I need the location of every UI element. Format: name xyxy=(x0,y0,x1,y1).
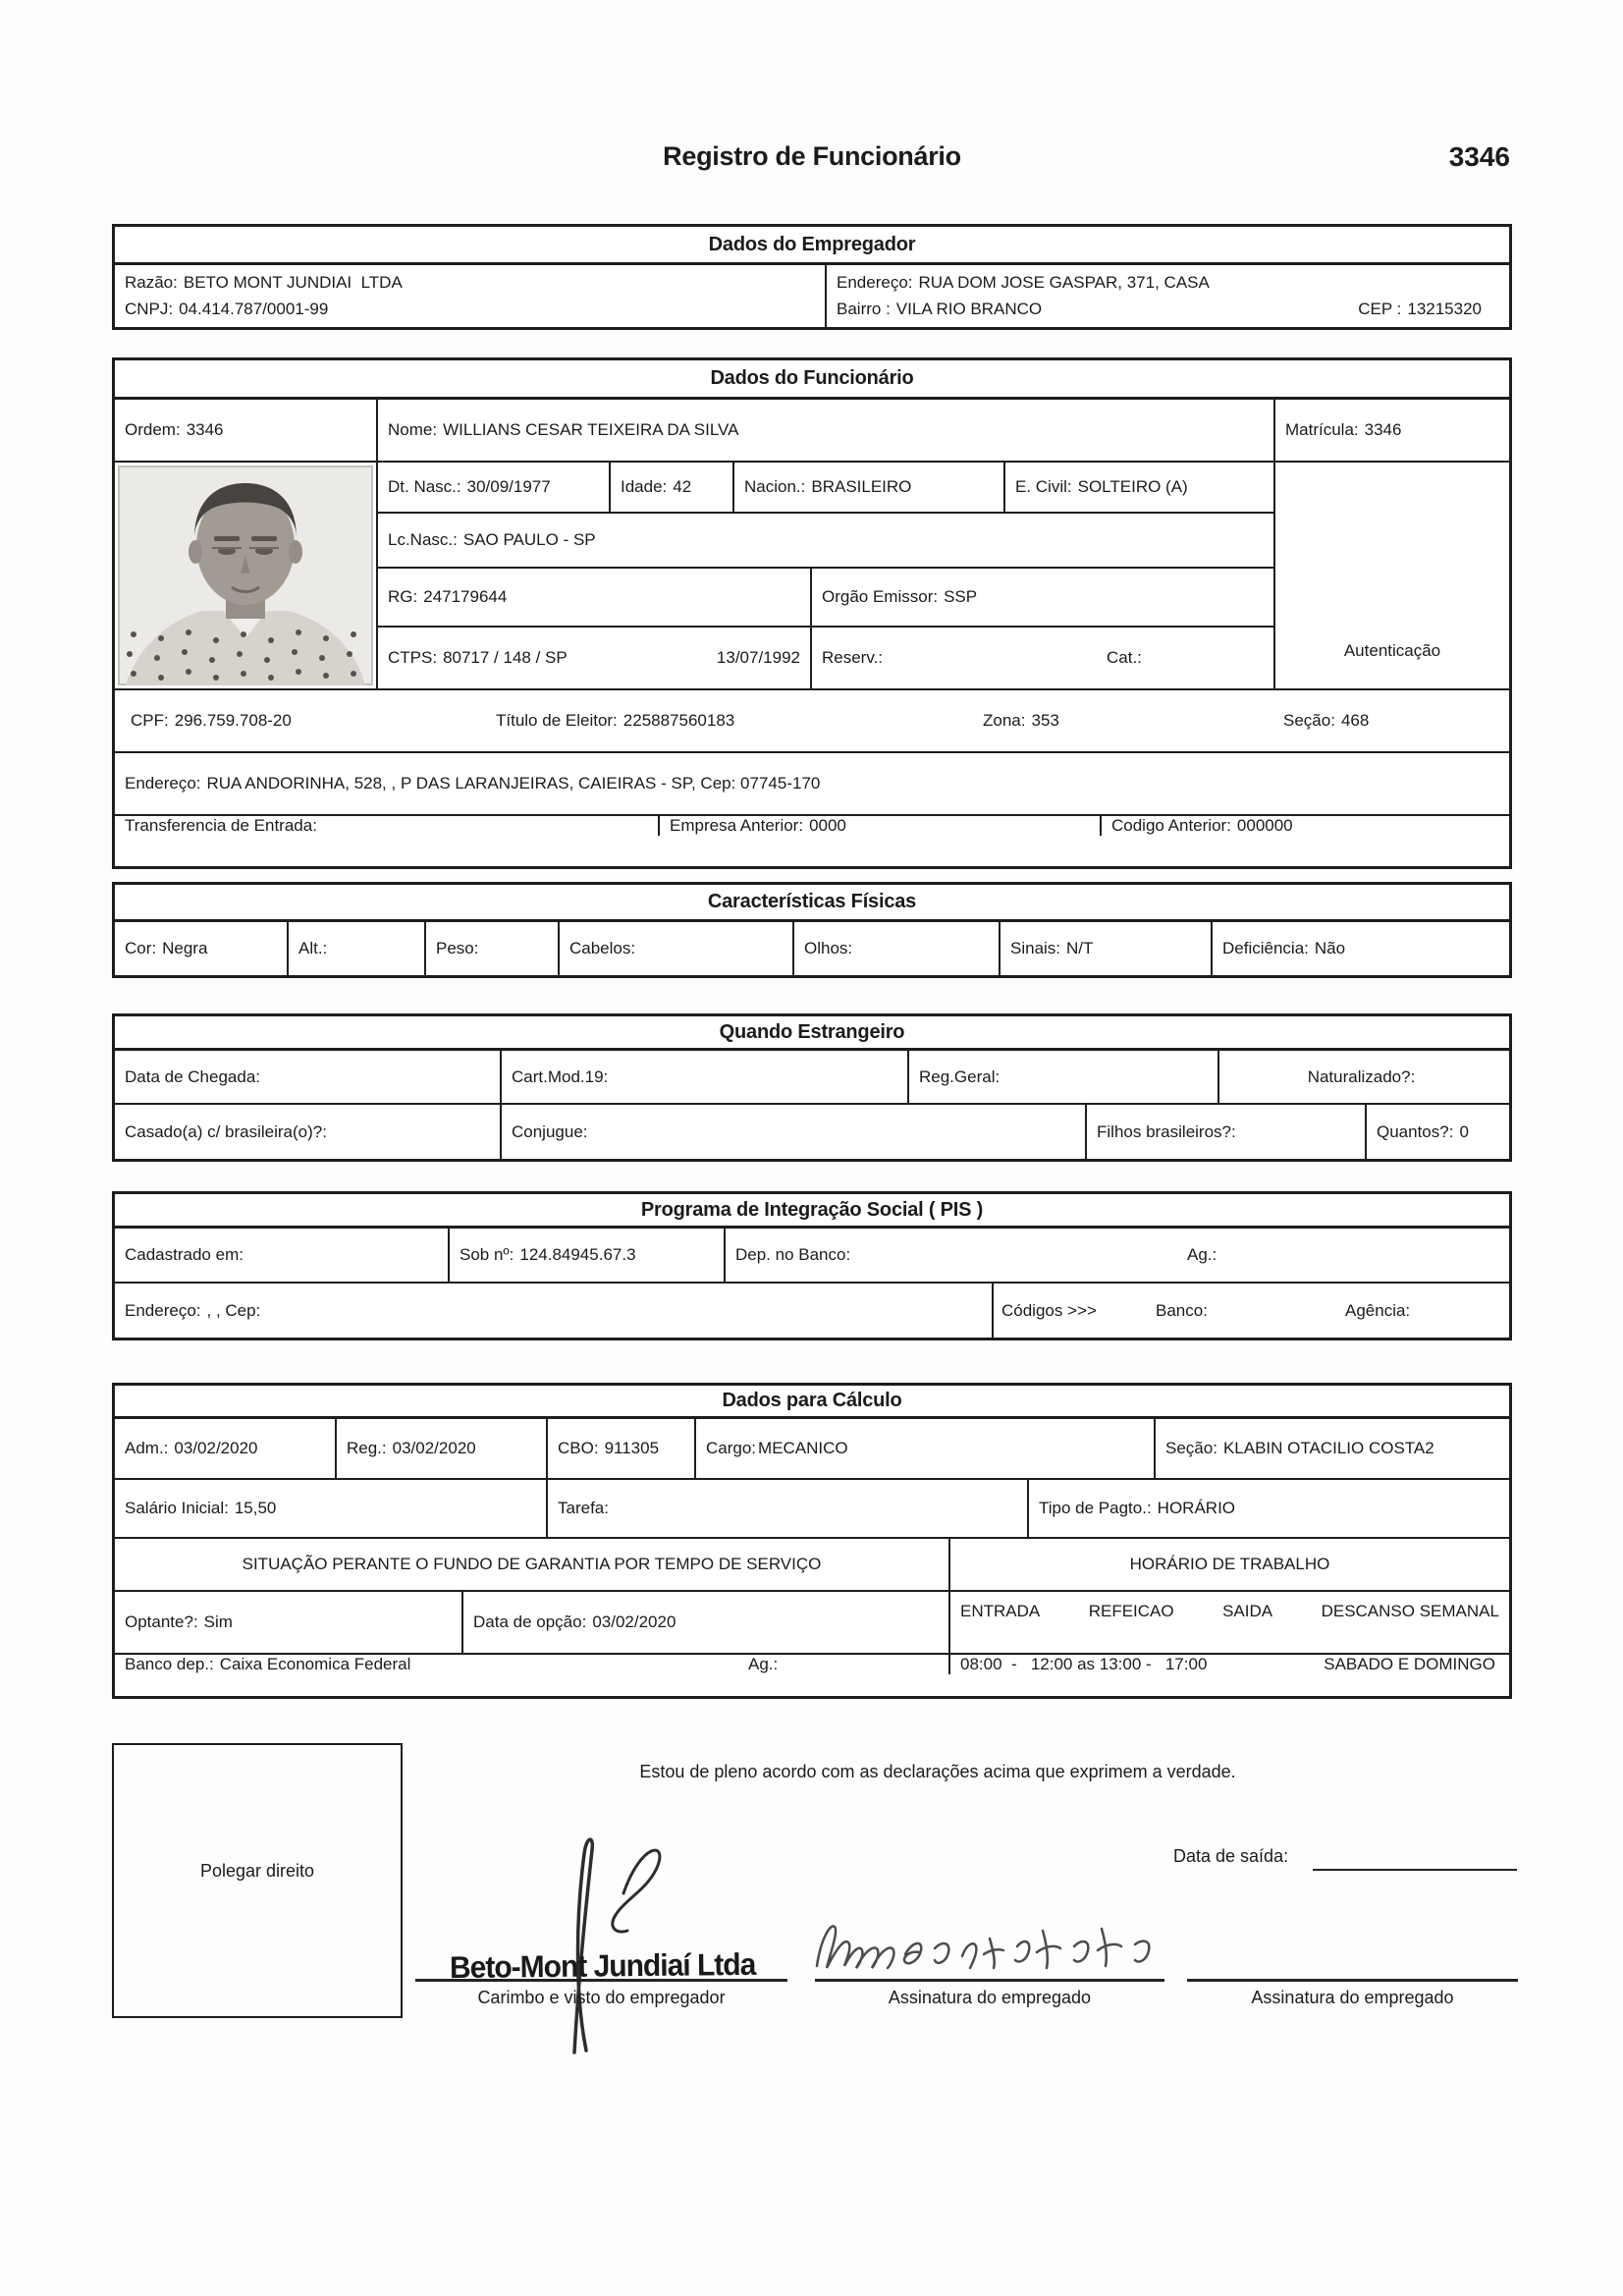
field-label: Banco: xyxy=(1156,1300,1208,1320)
field-dep-banco xyxy=(735,1245,856,1265)
horario-columns xyxy=(950,1592,1509,1653)
field-label: Orgão Emissor: xyxy=(822,587,939,606)
field-value: Não xyxy=(1314,939,1346,957)
field-cart-mod xyxy=(502,1051,909,1103)
field-razao xyxy=(125,273,815,293)
employee-mid-column xyxy=(378,463,1275,688)
field-cadastrado-em xyxy=(115,1229,450,1282)
section-fisicas xyxy=(112,882,1512,978)
field-label: Cadastrado em: xyxy=(125,1245,243,1264)
employer-right-column xyxy=(827,265,1509,327)
field-label: Zona: xyxy=(983,711,1026,730)
field-label: RG: xyxy=(388,587,418,606)
field-label: Dt. Nasc.: xyxy=(388,477,461,496)
field-cep xyxy=(1358,300,1482,319)
field-casado-brasileira xyxy=(115,1105,502,1159)
field-codigos-banco-agencia xyxy=(994,1284,1509,1338)
field-orgao-emissor xyxy=(812,569,1273,626)
field-banco-dep-inner xyxy=(125,1655,410,1674)
field-label: Ordem: xyxy=(125,420,181,439)
field-value: 3346 xyxy=(1364,420,1402,439)
field-endereco-funcionario xyxy=(115,753,1509,814)
field-lc-nasc xyxy=(378,514,1273,567)
field-label: Idade: xyxy=(621,477,668,496)
field-value: RUA DOM JOSE GASPAR, 371, CASA xyxy=(918,273,1210,293)
field-label: Cart.Mod.19: xyxy=(512,1066,609,1086)
field-agencia xyxy=(1345,1301,1416,1321)
field-label: Nacion.: xyxy=(744,477,806,496)
field-value: 42 xyxy=(673,477,692,496)
thumbprint-label: Polegar direito xyxy=(199,1861,315,1881)
field-alt xyxy=(289,922,426,975)
thumbprint-box xyxy=(112,1743,403,2018)
horario-col-saida: SAIDA xyxy=(1222,1602,1273,1620)
field-label: CBO: xyxy=(558,1439,599,1457)
field-label: CEP : xyxy=(1358,299,1402,318)
field-label: Tipo de Pagto.: xyxy=(1039,1499,1152,1517)
field-value: SSP xyxy=(944,587,978,606)
field-value: 04.414.787/0001-99 xyxy=(179,299,329,318)
field-cpf xyxy=(131,711,292,731)
field-value: 3346 xyxy=(186,420,224,439)
field-banco-dep-ag xyxy=(748,1655,784,1674)
section-pis xyxy=(112,1191,1512,1340)
field-label: Ag.: xyxy=(1187,1245,1217,1264)
field-transferencia xyxy=(115,816,660,836)
field-banco-dep xyxy=(115,1655,950,1674)
second-signature-label: Assinatura do empregado xyxy=(1251,1988,1454,2007)
ctps-date: 13/07/1992 xyxy=(716,648,800,667)
field-value: 15,50 xyxy=(234,1499,277,1517)
field-filhos-brasileiros xyxy=(1087,1105,1367,1159)
horario-header xyxy=(950,1539,1509,1590)
field-label: Data de opção: xyxy=(473,1613,587,1631)
field-value: Sim xyxy=(203,1613,233,1631)
employer-signature-line xyxy=(415,1979,787,1982)
field-value: 247179644 xyxy=(423,587,508,606)
field-reg-geral xyxy=(909,1051,1219,1103)
field-nacion xyxy=(734,463,1005,512)
field-tarefa xyxy=(548,1480,1029,1537)
employer-signature-label: Carimbo e visto do empregador xyxy=(477,1988,726,2007)
field-label: Deficiência: xyxy=(1222,939,1309,957)
field-value: 80717 / 148 / SP xyxy=(443,648,568,667)
field-value: 225887560183 xyxy=(622,711,735,730)
field-adm xyxy=(115,1419,337,1478)
horario-values xyxy=(950,1655,1509,1674)
field-label: Agência: xyxy=(1345,1300,1411,1320)
field-ctps xyxy=(378,628,812,688)
field-label: Sinais: xyxy=(1010,939,1061,957)
section-fisicas-title: Características Físicas xyxy=(115,885,1509,922)
field-peso xyxy=(426,922,560,975)
field-label: Naturalizado?: xyxy=(1307,1066,1416,1086)
field-label: Adm.: xyxy=(125,1439,169,1457)
field-label: Endereço: xyxy=(125,774,201,793)
weekly-rest: SABADO E DOMINGO xyxy=(1324,1655,1495,1673)
field-label: Cabelos: xyxy=(569,939,636,957)
field-label: CNPJ: xyxy=(125,299,174,318)
field-label: Lc.Nasc.: xyxy=(388,530,458,549)
field-value: VILA RIO BRANCO xyxy=(895,299,1043,318)
field-value: 124.84945.67.3 xyxy=(519,1245,636,1264)
field-label: Seção: xyxy=(1283,711,1335,730)
field-label: Tarefa: xyxy=(558,1499,609,1517)
field-value: 13215320 xyxy=(1407,299,1482,318)
field-label: Matrícula: xyxy=(1285,420,1359,439)
field-reg xyxy=(337,1419,548,1478)
codigos-label: Códigos >>> xyxy=(1001,1300,1097,1320)
field-label: Ag.: xyxy=(748,1655,779,1673)
field-data-opcao xyxy=(463,1592,950,1653)
field-value: 03/02/2020 xyxy=(174,1439,258,1457)
field-label: Sob nº: xyxy=(460,1245,514,1264)
field-value: WILLIANS CESAR TEIXEIRA DA SILVA xyxy=(443,420,739,439)
horario-col-refeicao: REFEICAO xyxy=(1088,1602,1174,1620)
field-optante xyxy=(115,1592,463,1653)
field-dt-nasc xyxy=(378,463,611,512)
field-label: Cat.: xyxy=(1107,648,1142,667)
field-pis-endereco xyxy=(115,1284,994,1338)
field-label: Optante?: xyxy=(125,1613,198,1631)
field-label: Transferencia de Entrada: xyxy=(125,816,317,835)
field-endereco-empregador xyxy=(837,273,1499,293)
field-reserv-cat xyxy=(812,628,1273,688)
field-cnpj xyxy=(125,300,815,319)
field-label: Seção: xyxy=(1165,1439,1217,1457)
employer-left-column xyxy=(115,265,827,327)
field-value: 0000 xyxy=(809,816,846,835)
section-employee-title: Dados do Funcionário xyxy=(115,360,1509,400)
field-label: Cargo: xyxy=(706,1439,757,1457)
field-cabelos xyxy=(560,922,794,975)
horario-col-entrada: ENTRADA xyxy=(960,1602,1041,1620)
page-title: Registro de Funcionário xyxy=(663,141,961,171)
field-label: Reserv.: xyxy=(822,648,884,667)
field-value: 000000 xyxy=(1236,816,1293,835)
field-label: Quantos?: xyxy=(1377,1121,1454,1141)
field-label: Cor: xyxy=(125,939,157,957)
field-label: Conjugue: xyxy=(512,1121,588,1141)
field-data-chegada xyxy=(115,1051,502,1103)
field-sob-no xyxy=(450,1229,726,1282)
field-pis-ag xyxy=(1187,1245,1222,1265)
field-quantos xyxy=(1367,1105,1509,1159)
field-value: 03/02/2020 xyxy=(392,1439,476,1457)
field-label: Empresa Anterior: xyxy=(670,816,804,835)
field-label: Título de Eleitor: xyxy=(496,711,618,730)
field-label: Nome: xyxy=(388,420,438,439)
field-secao-trabalho xyxy=(1156,1419,1509,1478)
field-value: 03/02/2020 xyxy=(592,1613,676,1631)
field-conjugue xyxy=(502,1105,1087,1159)
field-label: Reg.: xyxy=(347,1439,387,1457)
field-e-civil xyxy=(1005,463,1273,512)
field-salario-inicial xyxy=(115,1480,548,1537)
field-label: Codigo Anterior: xyxy=(1111,816,1231,835)
field-bairro-cep xyxy=(837,300,1499,319)
photo-cell xyxy=(115,463,378,688)
field-label: Endereço: xyxy=(125,1300,201,1320)
field-value: 296.759.708-20 xyxy=(174,711,292,730)
field-value: N/T xyxy=(1066,939,1094,957)
exit-date-label: Data de saída: xyxy=(1173,1846,1289,1866)
field-cat xyxy=(1107,648,1148,668)
field-codigo-anterior xyxy=(1102,816,1509,836)
field-value: 468 xyxy=(1340,711,1370,730)
field-zona xyxy=(983,711,1059,731)
field-bairro xyxy=(837,300,1042,319)
field-label: Data de Chegada: xyxy=(125,1066,260,1086)
field-label: Razão: xyxy=(125,273,178,293)
section-calculo xyxy=(112,1383,1512,1699)
field-label: Reg.Geral: xyxy=(919,1066,1001,1086)
field-naturalizado xyxy=(1219,1051,1509,1103)
field-secao-eleitoral xyxy=(1283,711,1369,731)
field-matricula xyxy=(1275,400,1509,461)
section-calculo-title: Dados para Cálculo xyxy=(115,1386,1509,1419)
field-label: CTPS: xyxy=(388,648,438,667)
field-label: Alt.: xyxy=(298,939,328,957)
work-hours: 08:00 - 12:00 as 13:00 - 17:00 xyxy=(960,1655,1208,1673)
field-deficiencia xyxy=(1213,922,1509,975)
field-label: Olhos: xyxy=(804,939,853,957)
field-value: SOLTEIRO (A) xyxy=(1077,477,1188,496)
section-employer-title: Dados do Empregador xyxy=(115,227,1509,265)
section-estrangeiro xyxy=(112,1013,1512,1162)
field-value: BETO MONT JUNDIAI LTDA xyxy=(183,273,403,293)
employer-stamp: Beto-Mont Jundiaí Ltda xyxy=(449,1947,756,1986)
field-dep-banco-ag xyxy=(726,1229,1509,1282)
field-value: Caixa Economica Federal xyxy=(219,1655,411,1673)
field-value: BRASILEIRO xyxy=(811,477,912,496)
field-value: SAO PAULO - SP xyxy=(462,530,596,549)
field-label: Bairro : xyxy=(837,299,891,318)
field-reserv xyxy=(822,648,889,668)
employer-signature xyxy=(525,1825,712,2055)
field-tipo-pagto xyxy=(1029,1480,1509,1537)
section-employer xyxy=(112,224,1512,330)
field-value: , , Cep: xyxy=(206,1300,261,1320)
section-estrangeiro-title: Quando Estrangeiro xyxy=(115,1016,1509,1051)
field-titulo-eleitor xyxy=(496,711,734,731)
field-nome xyxy=(378,400,1275,461)
field-cor xyxy=(115,922,289,975)
field-olhos xyxy=(794,922,1001,975)
field-label: Endereço: xyxy=(837,273,913,293)
field-value: 30/09/1977 xyxy=(466,477,551,496)
fgts-header xyxy=(115,1539,950,1590)
section-pis-title: Programa de Integração Social ( PIS ) xyxy=(115,1194,1509,1229)
field-rg xyxy=(378,569,812,626)
field-label: Dep. no Banco: xyxy=(735,1245,851,1264)
authentication-column xyxy=(1275,463,1509,688)
field-label: Filhos brasileiros?: xyxy=(1097,1121,1236,1141)
exit-date-line xyxy=(1313,1869,1517,1871)
field-idade xyxy=(611,463,734,512)
field-value: 353 xyxy=(1031,711,1059,730)
field-banco xyxy=(1156,1301,1214,1321)
authentication-label: Autenticação xyxy=(1343,641,1441,660)
field-label: CPF: xyxy=(131,711,169,730)
employee-signature-line xyxy=(815,1979,1164,1982)
field-label: Salário Inicial: xyxy=(125,1499,229,1517)
field-label: Casado(a) c/ brasileira(o)?: xyxy=(125,1121,327,1141)
field-value: RUA ANDORINHA, 528, , P DAS LARANJEIRAS, CAIEIRAS - SP, Cep: 07745-170 xyxy=(206,774,821,793)
section-employee xyxy=(112,357,1512,869)
field-empresa-anterior xyxy=(660,816,1102,836)
declaration-text: Estou de pleno acordo com as declarações acima que exprimem a verdade. xyxy=(639,1762,1236,1781)
field-ordem xyxy=(115,400,378,461)
field-value: HORÁRIO xyxy=(1157,1499,1236,1517)
employee-signature-label: Assinatura do empregado xyxy=(888,1988,1092,2007)
field-cbo xyxy=(548,1419,696,1478)
employee-signature xyxy=(807,1909,1161,1988)
field-value: 0 xyxy=(1459,1121,1469,1141)
page-number: 3346 xyxy=(1448,141,1510,172)
field-value: KLABIN OTACILIO COSTA2 xyxy=(1222,1439,1434,1457)
employee-photo xyxy=(118,465,373,685)
field-label: E. Civil: xyxy=(1015,477,1072,496)
fgts-title: SITUAÇÃO PERANTE O FUNDO DE GARANTIA POR TEMPO DE SERVIÇO xyxy=(242,1555,822,1573)
field-sinais xyxy=(1001,922,1213,975)
field-label: Banco dep.: xyxy=(125,1655,214,1673)
field-value: Negra xyxy=(162,939,208,957)
field-value: 911305 xyxy=(604,1439,660,1457)
second-signature-line xyxy=(1187,1979,1518,1982)
horario-col-descanso: DESCANSO SEMANAL xyxy=(1321,1602,1499,1620)
field-cargo xyxy=(696,1419,1156,1478)
field-value: MECANICO xyxy=(758,1439,848,1457)
horario-title: HORÁRIO DE TRABALHO xyxy=(1129,1555,1330,1573)
field-label: Peso: xyxy=(436,939,479,957)
